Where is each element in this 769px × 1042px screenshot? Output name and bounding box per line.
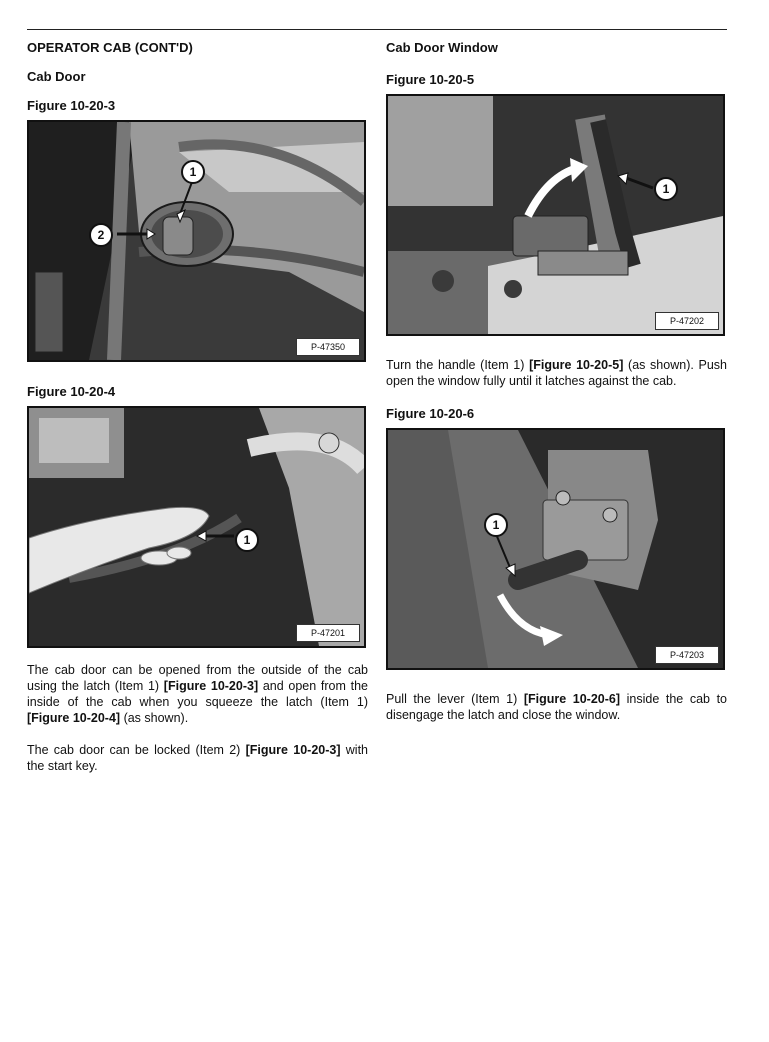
part-number: P-47203 [655,646,719,664]
right-column [386,40,727,723]
header-rule [27,29,727,30]
callout-2: 2 [89,223,113,247]
part-number: P-47201 [296,624,360,642]
part-number: P-47350 [296,338,360,356]
callout-1: 1 [181,160,205,184]
figure-label: Figure 10-20-5 [386,72,475,87]
part-number: P-47202 [655,312,719,330]
callout-1: 1 [484,513,508,537]
section-title: OPERATOR CAB (CONT'D) [27,40,193,55]
cab-door-window-subtitle: Cab Door Window [386,40,498,55]
cab-door-lock-paragraph [27,742,368,774]
figure-label: Figure 10-20-3 [27,98,116,113]
figure-reference: [Figure 10-20-3] [163,679,259,693]
paragraph-text: with the start key. [27,743,368,773]
paragraph-text: Turn the handle (Item 1) [386,358,530,372]
figure-10-20-4-photo [27,406,366,648]
figure-10-20-5-photo [386,94,725,336]
cab-door-subtitle: Cab Door [27,69,86,84]
paragraph-text: (as shown). [120,711,189,725]
figure-reference: [Figure 10-20-6] [523,692,621,706]
window-open-paragraph [386,357,727,389]
figure-label: Figure 10-20-4 [27,384,116,399]
paragraph-text: (as shown). Push open the window fully until it latches against the cab. [386,358,727,388]
paragraph-text: and open from the inside of the cab when you squeeze the latch (Item 1) [27,679,368,709]
figure-10-20-6-photo [386,428,725,670]
callout-1: 1 [654,177,678,201]
window-close-paragraph [386,691,727,723]
paragraph-text: The cab door can be opened from the outside of the cab using the latch (Item 1) [27,663,368,693]
paragraph-text: Pull the lever (Item 1) [386,692,524,706]
cab-door-open-paragraph [27,662,368,726]
paragraph-text: The cab door can be locked (Item 2) [27,743,246,757]
figure-label: Figure 10-20-6 [386,406,475,421]
figure-reference: [Figure 10-20-4] [27,711,121,725]
callout-1: 1 [235,528,259,552]
left-column [27,40,368,774]
paragraph-text: inside the cab to disengage the latch and close the window. [386,692,727,722]
figure-reference: [Figure 10-20-5] [529,358,624,372]
figure-reference: [Figure 10-20-3] [245,743,341,757]
figure-10-20-3-photo [27,120,366,362]
